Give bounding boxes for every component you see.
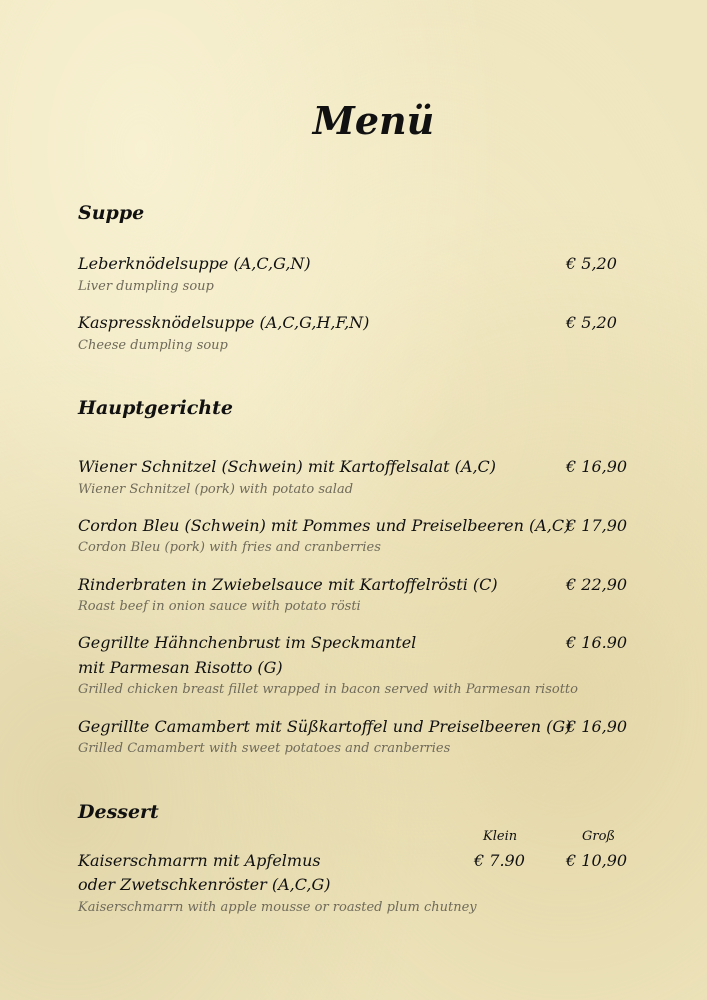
dish-name: Rinderbraten in Zwiebelsauce mit Kartoffelrösti (C) bbox=[78, 575, 498, 594]
dish-name-line2: oder Zwetschkenröster (A,C,G) bbox=[78, 875, 331, 894]
dish-name: Wiener Schnitzel (Schwein) mit Kartoffelsalat (A,C) bbox=[78, 457, 497, 476]
dish-translation: Cordon Bleu (pork) with fries and cranberries bbox=[78, 540, 381, 555]
dish-price: € 22,90 bbox=[566, 575, 628, 594]
section-heading-hauptgerichte: Hauptgerichte bbox=[78, 397, 233, 419]
dish-price: € 16,90 bbox=[566, 457, 628, 476]
dish-price-large: € 10,90 bbox=[566, 851, 628, 870]
section-heading-suppe: Suppe bbox=[78, 202, 145, 224]
dish-translation: Roast beef in onion sauce with potato rösti bbox=[78, 599, 361, 614]
dish-translation: Liver dumpling soup bbox=[78, 279, 214, 294]
dish-name: Cordon Bleu (Schwein) mit Pommes und Preiselbeeren (A,C) bbox=[78, 516, 571, 535]
dish-name: Kaspressknödelsuppe (A,C,G,H,F,N) bbox=[78, 313, 370, 332]
dish-price-small: € 7.90 bbox=[474, 851, 525, 870]
size-header-large: Groß bbox=[582, 829, 616, 844]
dish-price: € 16.90 bbox=[566, 633, 628, 652]
menu-title: Menü bbox=[312, 98, 435, 143]
dish-translation: Grilled Camambert with sweet potatoes and cranberries bbox=[78, 741, 451, 756]
dish-name-line1: Kaiserschmarrn mit Apfelmus bbox=[78, 851, 321, 870]
dish-price: € 5,20 bbox=[566, 313, 617, 332]
dish-translation: Wiener Schnitzel (pork) with potato salad bbox=[78, 482, 354, 497]
dish-translation: Grilled chicken breast fillet wrapped in bacon served with Parmesan risotto bbox=[78, 682, 578, 697]
dish-name: Gegrillte Camambert mit Süßkartoffel und Preiselbeeren (G) bbox=[78, 717, 572, 736]
dish-name-line2: mit Parmesan Risotto (G) bbox=[78, 658, 283, 677]
dish-price: € 16,90 bbox=[566, 717, 628, 736]
dish-translation: Cheese dumpling soup bbox=[78, 338, 228, 353]
dish-translation: Kaiserschmarrn with apple mousse or roasted plum chutney bbox=[78, 900, 477, 915]
dish-price: € 17,90 bbox=[566, 516, 628, 535]
dish-name-line1: Gegrillte Hähnchenbrust im Speckmantel bbox=[78, 633, 417, 652]
dish-price: € 5,20 bbox=[566, 254, 617, 273]
section-heading-dessert: Dessert bbox=[78, 801, 159, 823]
dish-name: Leberknödelsuppe (A,C,G,N) bbox=[78, 254, 311, 273]
size-header-small: Klein bbox=[483, 829, 518, 844]
